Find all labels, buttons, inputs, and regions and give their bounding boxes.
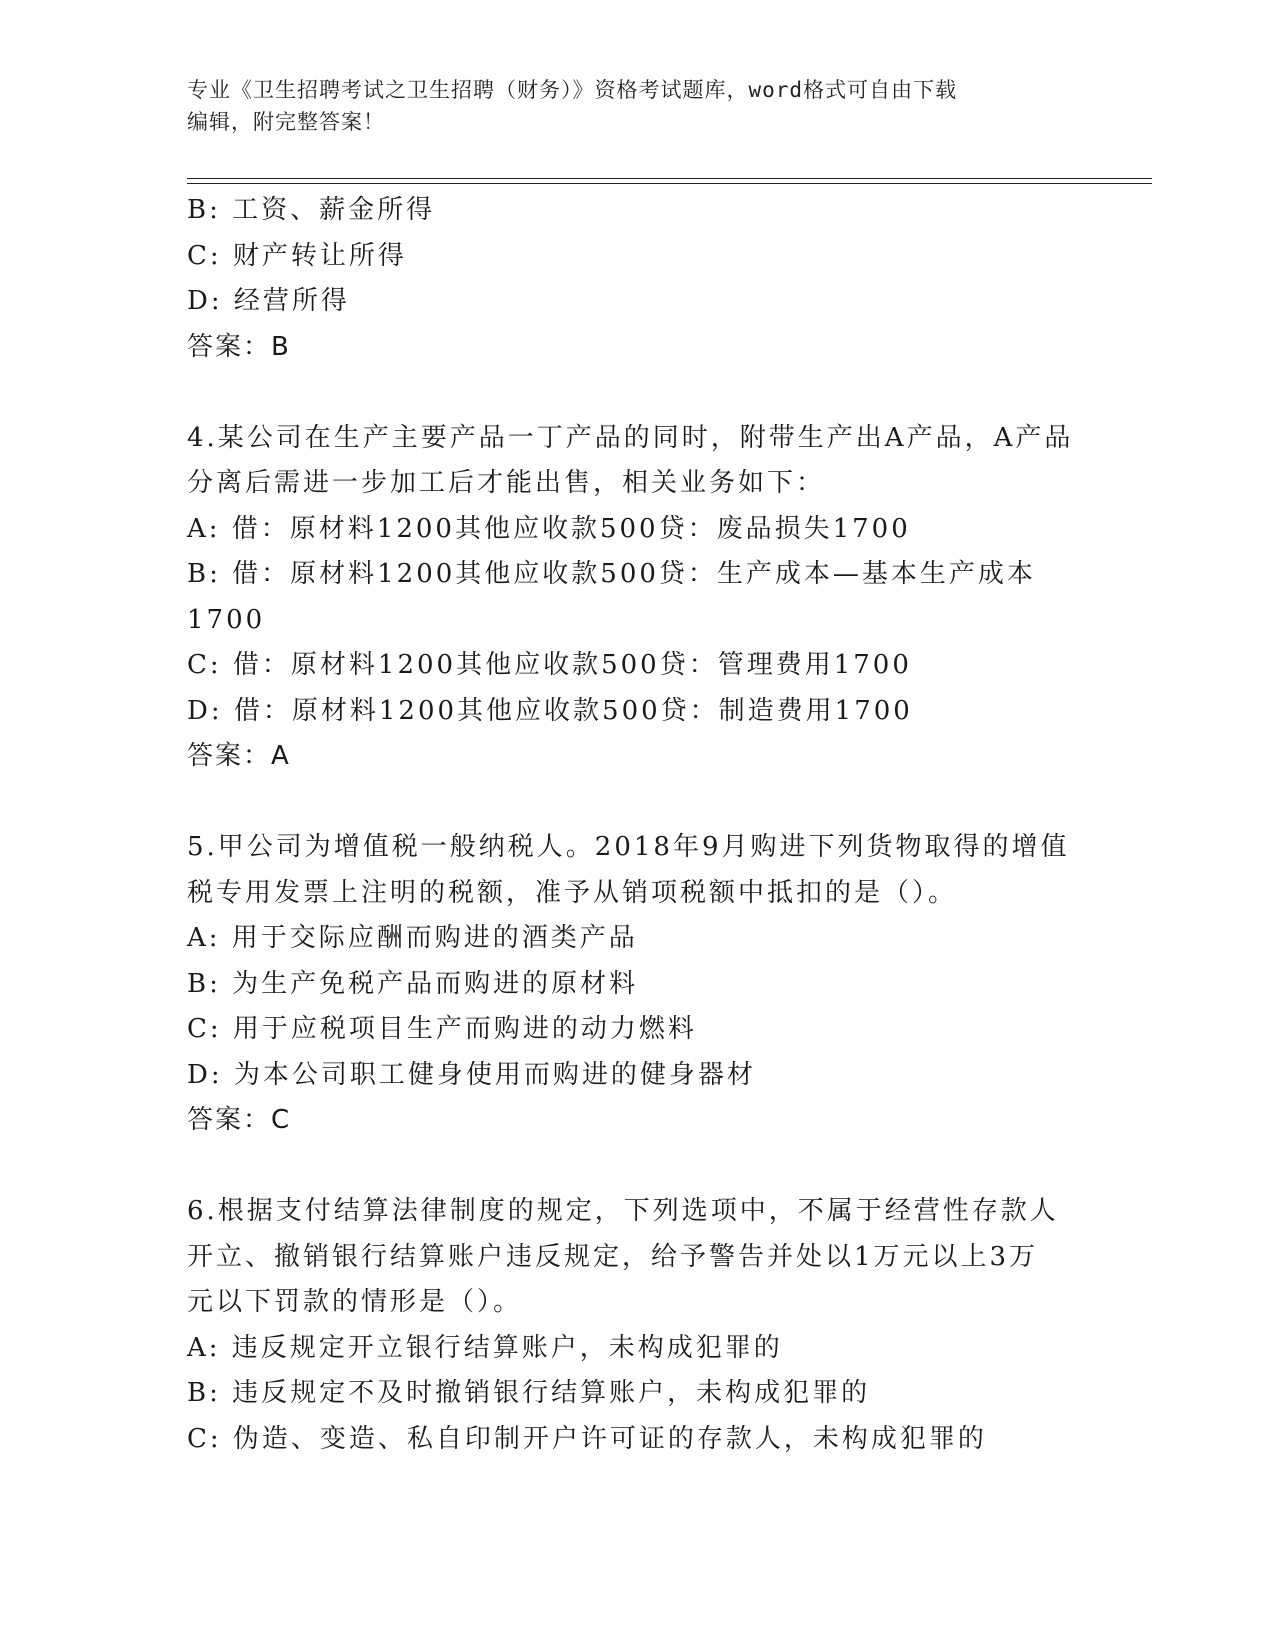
answer-line: 答案：A <box>187 741 291 771</box>
spacer <box>187 780 1087 826</box>
answer-line: 答案：B <box>187 331 291 362</box>
option-line: A: 借：原材料1200其他应收款500贷：废品损失1700 <box>187 513 911 544</box>
spacer <box>187 1144 1087 1190</box>
option-line: B: 借：原材料1200其他应收款500贷：生产成本—基本生产成本 <box>187 559 1036 589</box>
option-line: C: 借：原材料1200其他应收款500贷：管理费用1700 <box>187 650 912 680</box>
question-text: 4.某公司在生产主要产品一丁产品的同时，附带生产出A产品，A产品 <box>187 422 1074 453</box>
question-text: 5.甲公司为增值税一般纳税人。2018年9月购进下列货物取得的增值 <box>187 832 1070 862</box>
option-line: C: 财产转让所得 <box>187 240 407 271</box>
option-line: C: 伪造、变造、私自印制开户许可证的存款人，未构成犯罪的 <box>187 1423 987 1454</box>
document-header <box>187 74 1067 138</box>
option-line: D: 经营所得 <box>187 286 350 316</box>
option-line: C: 用于应税项目生产而购进的动力燃料 <box>187 1014 697 1044</box>
option-line: 1700 <box>187 604 266 635</box>
question-text: 税专用发票上注明的税额，准予从销项税额中抵扣的是（）。 <box>187 877 958 908</box>
header-divider-bottom <box>187 183 1152 184</box>
option-line: D: 借：原材料1200其他应收款500贷：制造费用1700 <box>187 695 913 726</box>
question-text: 开立、撤销银行结算账户违反规定，给予警告并处以1万元以上3万 <box>187 1241 1039 1272</box>
option-line: B: 违反规定不及时撤销银行结算账户，未构成犯罪的 <box>187 1378 871 1408</box>
header-line-1: 专业《卫生招聘考试之卫生招聘（财务）》资格考试题库，word格式可自由下载 <box>187 78 958 102</box>
header-divider-top <box>187 178 1152 179</box>
question-text: 6.根据支付结算法律制度的规定，下列选项中，不属于经营性存款人 <box>187 1196 1059 1226</box>
option-line: A: 违反规定开立银行结算账户，未构成犯罪的 <box>187 1332 783 1363</box>
question-text: 元以下罚款的情形是（）。 <box>187 1287 523 1317</box>
answer-line: 答案：C <box>187 1105 292 1135</box>
option-line: B: 为生产免税产品而购进的原材料 <box>187 968 639 999</box>
header-line-2: 编辑，附完整答案！ <box>187 110 385 134</box>
option-line: A: 用于交际应酬而购进的酒类产品 <box>187 923 638 953</box>
option-line: B: 工资、薪金所得 <box>187 195 436 225</box>
question-list <box>187 188 1087 1462</box>
spacer <box>187 370 1087 416</box>
option-line: D: 为本公司职工健身使用而购进的健身器材 <box>187 1059 756 1090</box>
question-text: 分离后需进一步加工后才能出售，相关业务如下： <box>187 468 826 498</box>
